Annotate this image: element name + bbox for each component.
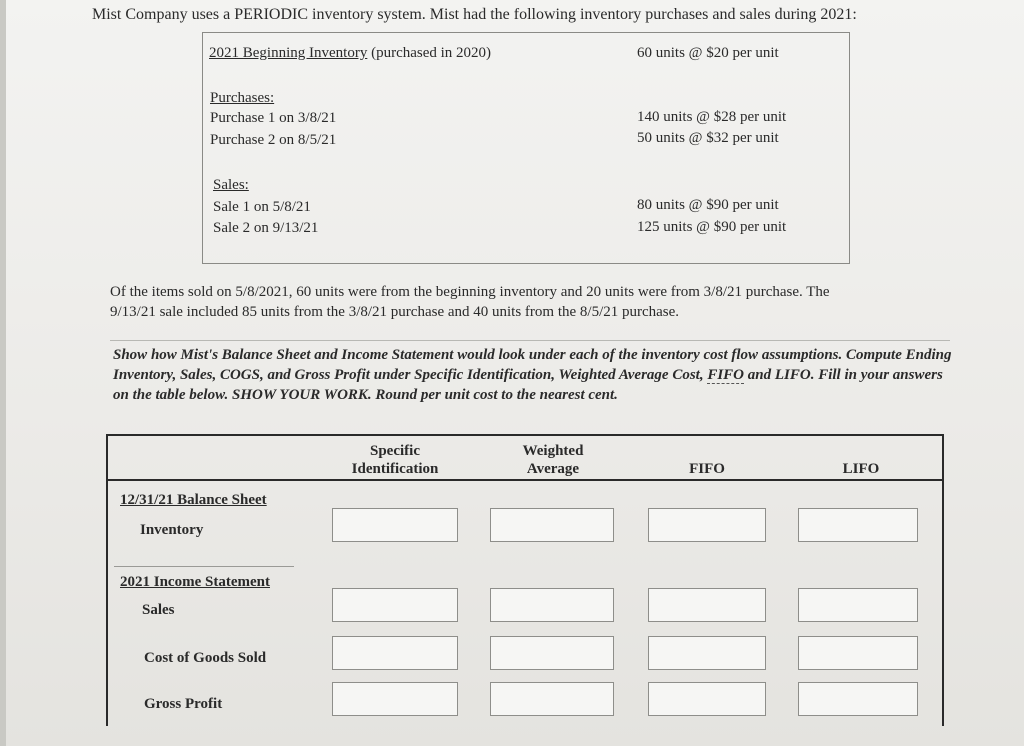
beginning-inventory-label: 2021 Beginning Inventory (purchased in 2020) xyxy=(209,45,492,61)
sales-heading: Sales: xyxy=(213,177,249,193)
inventory-specific-identification-input[interactable] xyxy=(332,508,458,542)
divider xyxy=(110,340,950,341)
gross-profit-fifo-input[interactable] xyxy=(648,682,766,716)
table-header-rule xyxy=(108,479,942,481)
sales-detail-paragraph xyxy=(110,282,940,322)
sale-1-value: 80 units @ $90 per unit xyxy=(637,197,779,213)
fifo-term: FIFO xyxy=(707,367,745,383)
income-statement-heading: 2021 Income Statement xyxy=(120,574,270,590)
sale-2-value: 125 units @ $90 per unit xyxy=(637,219,787,235)
paragraph-line-1: Of the items sold on 5/8/2021, 60 units were from the beginning inventory and 20 units were from 3/8/21 purchase. The xyxy=(110,284,830,300)
cogs-weighted-average-input[interactable] xyxy=(490,636,614,670)
cogs-specific-identification-input[interactable] xyxy=(332,636,458,670)
sales-fifo-input[interactable] xyxy=(648,588,766,622)
purchase-1-label: Purchase 1 on 3/8/21 xyxy=(210,110,337,126)
inventory-row-label: Inventory xyxy=(140,522,204,538)
gross-profit-specific-identification-input[interactable] xyxy=(332,682,458,716)
sale-1-label: Sale 1 on 5/8/21 xyxy=(213,199,311,215)
column-header-fifo: FIFO xyxy=(689,461,725,477)
gross-profit-lifo-input[interactable] xyxy=(798,682,918,716)
instructions-text: Show how Mist's Balance Sheet and Income Statement would look under each of the inventory cost flow assumptions. Compute Ending Inventory, Sales, COGS, and Gross Profit under Specific Identification, Weighted Average Cost, FIFO and LIFO. Fill in your answers on the table below. SHOW YOUR WORK. Round per unit cost to the nearest cent. xyxy=(113,347,952,403)
sales-row-label: Sales xyxy=(142,602,175,618)
paragraph-line-2: 9/13/21 sale included 85 units from the 3/8/21 purchase and 40 units from the 8/5/21 purchase. xyxy=(110,304,680,320)
purchase-2-label: Purchase 2 on 8/5/21 xyxy=(210,132,337,148)
inventory-fifo-input[interactable] xyxy=(648,508,766,542)
column-header-lifo: LIFO xyxy=(842,461,880,477)
column-header-weighted-average: Weighted Average xyxy=(522,443,584,477)
column-header-specific-identification: Specific Identification xyxy=(351,443,439,477)
beginning-inventory-value: 60 units @ $20 per unit xyxy=(637,45,779,61)
intro-text: Mist Company uses a PERIODIC inventory system. Mist had the following inventory purchases and sales during 2021: xyxy=(92,6,857,23)
worksheet-page xyxy=(6,0,1024,746)
sales-specific-identification-input[interactable] xyxy=(332,588,458,622)
inventory-lifo-input[interactable] xyxy=(798,508,918,542)
purchase-2-value: 50 units @ $32 per unit xyxy=(637,130,779,146)
balance-sheet-heading: 12/31/21 Balance Sheet xyxy=(120,492,267,508)
answer-table xyxy=(106,434,944,726)
cogs-fifo-input[interactable] xyxy=(648,636,766,670)
sales-weighted-average-input[interactable] xyxy=(490,588,614,622)
purchases-heading: Purchases: xyxy=(210,90,275,106)
inventory-data-box xyxy=(202,32,850,264)
gross-profit-weighted-average-input[interactable] xyxy=(490,682,614,716)
inventory-weighted-average-input[interactable] xyxy=(490,508,614,542)
section-separator xyxy=(114,566,294,567)
sale-2-label: Sale 2 on 9/13/21 xyxy=(213,220,319,236)
cogs-row-label: Cost of Goods Sold xyxy=(144,650,267,666)
sales-lifo-input[interactable] xyxy=(798,588,918,622)
purchase-1-value: 140 units @ $28 per unit xyxy=(637,109,787,125)
gross-profit-row-label: Gross Profit xyxy=(144,696,223,712)
cogs-lifo-input[interactable] xyxy=(798,636,918,670)
